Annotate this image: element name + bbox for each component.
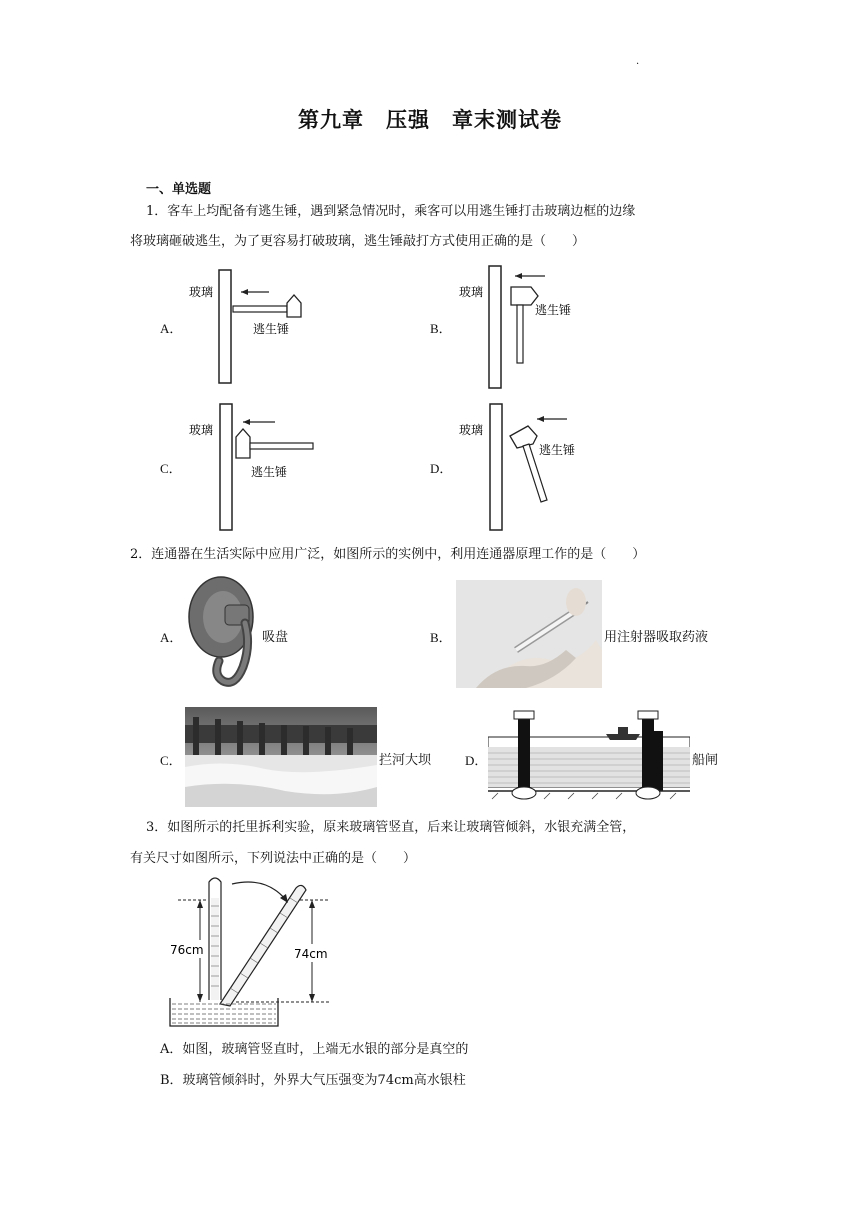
hammer-label: 逃生锤: [539, 443, 576, 457]
glass-label: 玻璃: [459, 285, 484, 299]
hammer-label: 逃生锤: [251, 465, 288, 479]
q1-text-line2: 将玻璃砸破逃生，为了更容易打破玻璃，逃生锤敲打方式使用正确的是（ ）: [130, 234, 586, 249]
q3-text-line1: 3．如图所示的托里拆利实验，原来玻璃管竖直，后来让玻璃管倾斜，水银充满全管，: [146, 820, 636, 835]
glass-label: 玻璃: [189, 423, 214, 437]
page-dot: .: [636, 56, 640, 67]
suction-cup-image: [185, 575, 265, 695]
q2-option-c-label: C．: [160, 753, 182, 768]
q1-figure-c: [185, 400, 325, 532]
q3-choice-b: B．玻璃管倾斜时，外界大气压强变为74cm高水银柱: [160, 1073, 466, 1088]
label-74cm: 74cm: [294, 947, 328, 961]
q2-caption-b: 用注射器吸取药液: [604, 630, 709, 645]
q2-option-a-label: A．: [160, 630, 183, 645]
hammer-label: 逃生锤: [535, 303, 572, 317]
q1-option-b-label: B．: [430, 321, 452, 336]
torricelli-figure: [160, 872, 340, 1032]
q2-option-d-label: D．: [465, 753, 488, 768]
label-76cm: 76cm: [170, 943, 204, 957]
q1-option-a-label: A．: [160, 321, 183, 336]
glass-label: 玻璃: [459, 423, 484, 437]
q2-caption-d: 船闸: [692, 753, 719, 768]
glass-label: 玻璃: [189, 285, 214, 299]
q1-figure-a: [185, 265, 320, 385]
q1-option-c-label: C．: [160, 461, 182, 476]
hammer-label: 逃生锤: [253, 322, 290, 336]
q1-option-d-label: D．: [430, 461, 453, 476]
q2-text: 2．连通器在生活实际中应用广泛，如图所示的实例中，利用连通器原理工作的是（ ）: [130, 547, 646, 562]
q2-option-b-label: B．: [430, 630, 452, 645]
q3-choice-a: A．如图，玻璃管竖直时，上端无水银的部分是真空的: [160, 1042, 469, 1057]
page-title: 第九章 压强 章末测试卷: [298, 108, 562, 132]
q2-caption-a: 吸盘: [262, 630, 289, 645]
ship-lock-diagram: [488, 707, 690, 801]
syringe-photo: [456, 580, 602, 688]
q1-figure-b: [455, 262, 590, 390]
q1-figure-d: [455, 400, 595, 532]
dam-photo: [185, 707, 377, 807]
q1-text-line1: 1．客车上均配备有逃生锤，遇到紧急情况时，乘客可以用逃生锤打击玻璃边框的边缘: [146, 204, 636, 219]
q3-text-line2: 有关尺寸如图所示，下列说法中正确的是（ ）: [130, 851, 417, 866]
section-heading: 一、单选题: [146, 182, 212, 197]
q2-caption-c: 拦河大坝: [379, 753, 432, 768]
